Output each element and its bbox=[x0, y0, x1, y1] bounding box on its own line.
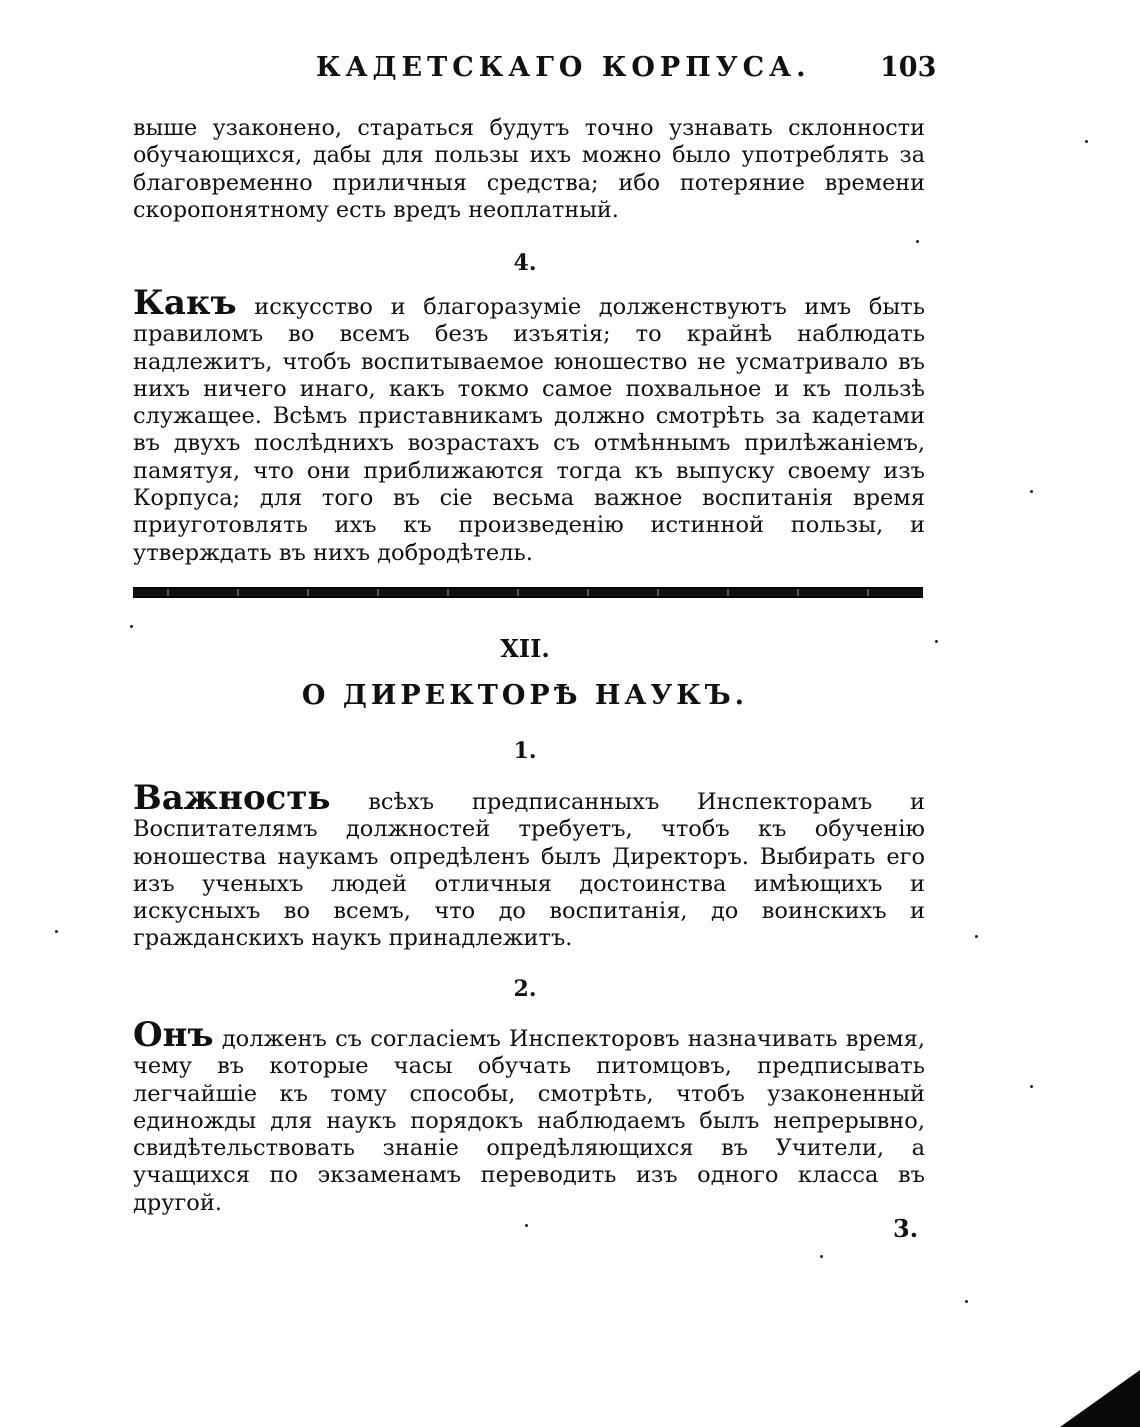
catchword: 3. bbox=[893, 1214, 919, 1243]
section-1-paragraph bbox=[133, 778, 925, 953]
print-speck bbox=[975, 935, 978, 938]
print-speck bbox=[1030, 1085, 1033, 1088]
ornamental-rule bbox=[133, 587, 923, 598]
print-speck bbox=[965, 1300, 968, 1303]
page-number: 103 bbox=[880, 52, 937, 83]
print-speck bbox=[916, 240, 919, 243]
scan-edge-shadow bbox=[1060, 1370, 1140, 1427]
section-4-paragraph bbox=[133, 283, 925, 567]
print-speck bbox=[1030, 490, 1033, 493]
section-2-paragraph bbox=[133, 1015, 925, 1217]
section-4-lead-word: Какъ bbox=[133, 283, 237, 323]
section-2-text: долженъ съ согласіемъ Инспекторовъ назначивать время, чему въ которые часы обучать питомцовъ, предписывать легчайшіе къ тому способы, смотрѣть, чтобъ узаконенный единожды для наукъ порядокъ наблюдаемъ былъ непрерывно, свидѣтельствовать знаніе опредѣляющихся въ Учители, а учащихся по экзаменамъ переводить изъ одного класса въ другой. bbox=[133, 1026, 925, 1216]
print-speck bbox=[1085, 140, 1088, 143]
section-1-lead-word: Важность bbox=[133, 778, 331, 818]
running-head: КАДЕТСКАГО КОРПУСА. bbox=[316, 52, 811, 83]
print-speck bbox=[935, 640, 938, 643]
print-speck bbox=[130, 625, 133, 628]
print-speck bbox=[525, 1224, 528, 1227]
section-number-4: 4. bbox=[513, 250, 537, 276]
print-speck bbox=[820, 1255, 823, 1258]
section-number-1: 1. bbox=[513, 738, 537, 764]
section-number-2: 2. bbox=[513, 976, 537, 1002]
section-2-lead-word: Онъ bbox=[133, 1015, 214, 1055]
chapter-title: О ДИРЕКТОРѢ НАУКЪ. bbox=[301, 680, 749, 711]
section-1-text: всѣхъ предписанныхъ Инспекторамъ и Воспитателямъ должностей требуетъ, чтобъ къ обученію юношества наукамъ опредѣленъ былъ Директоръ. Выбирать его изъ ученыхъ людей отличныя достоинства имѣющихъ и искусныхъ во всемъ, что до воспитанія, до воинскихъ и гражданскихъ наукъ принадлежитъ. bbox=[133, 789, 925, 952]
print-speck bbox=[55, 930, 58, 933]
chapter-number: XII. bbox=[500, 634, 550, 663]
continuation-paragraph: выше узаконено, стараться будутъ точно узнавать склонности обучающихся, дабы для пользы ихъ можно было употреблять за благовременно приличныя средства; ибо потеряние времени скоропонятному есть вредъ неоплатный. bbox=[133, 115, 925, 223]
section-4-text: искусство и благоразуміе долженствуютъ имъ быть правиломъ во всемъ безъ изъятія; то крайнѣ наблюдать надлежитъ, чтобъ воспитываемое юношество не усматривало въ нихъ ничего инаго, какъ токмо самое похвальное и къ пользѣ служащее. Всѣмъ приставникамъ должно смотрѣть за кадетами въ двухъ послѣднихъ возрастахъ съ отмѣннымъ прилѣжаніемъ, памятуя, что они приближаются тогда къ выпуску своему изъ Корпуса; для того въ сіе весьма важное воспитанія время приуготовлять ихъ къ произведенію истинной пользы, и утверждать въ нихъ добродѣтель. bbox=[133, 294, 925, 566]
